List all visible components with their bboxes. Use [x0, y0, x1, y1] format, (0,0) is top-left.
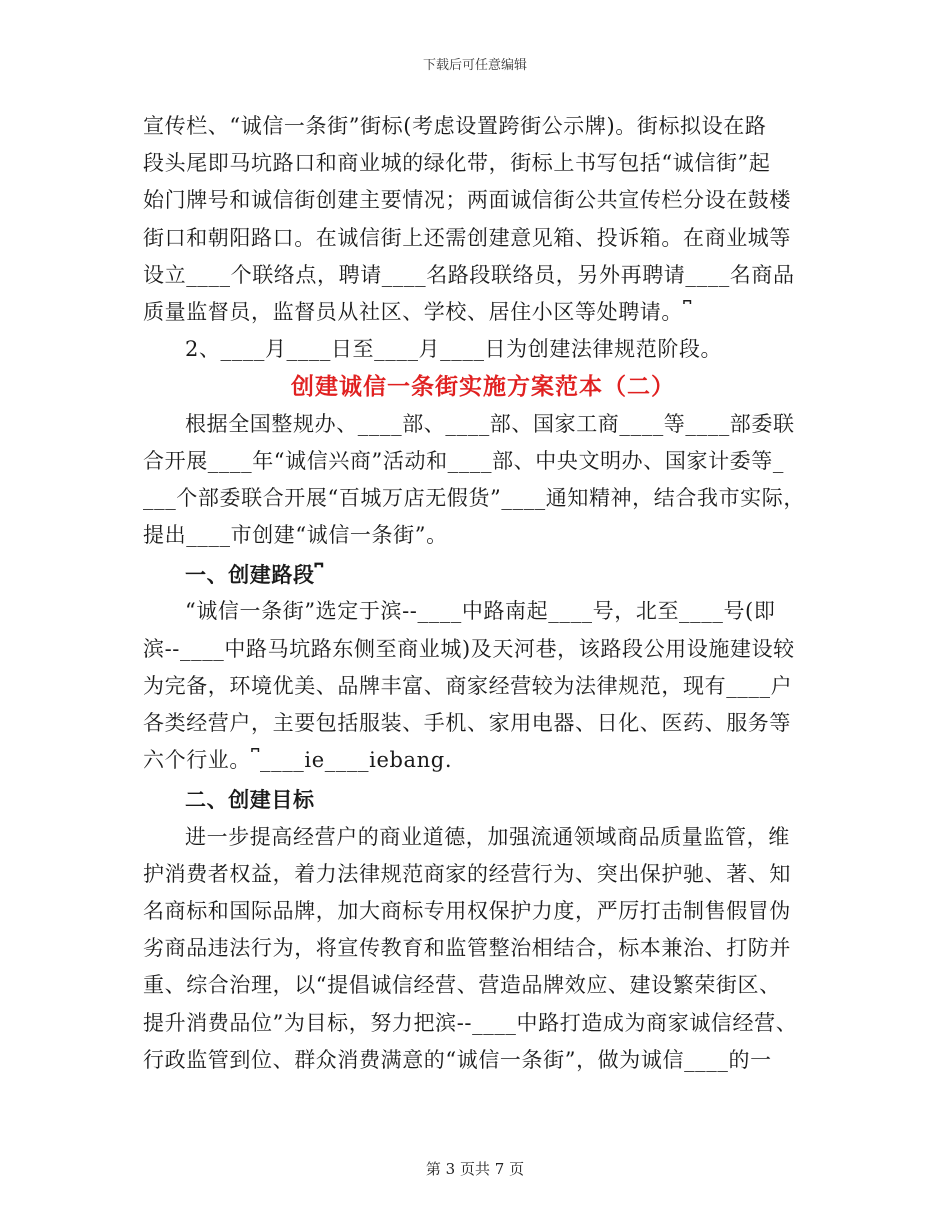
text-line: 进一步提高经营户的商业道德，加强流通领域商品质量监管，维: [185, 824, 790, 849]
text-line: 名商标和国际品牌，加大商标专用权保护力度，严厉打击制售假冒伪: [143, 898, 791, 923]
text-line: 质量监督员，监督员从社区、学校、居住小区等处聘请。⎴: [143, 299, 692, 324]
page-number: 第 3 页共 7 页: [425, 1160, 525, 1178]
text-line: 提出____市创建“诚信一条街”。: [143, 523, 448, 548]
text-line: 各类经营户，主要包括服装、手机、家用电器、日化、医药、服务等: [143, 711, 791, 735]
text-line: 重、综合治理，以“提倡诚信经营、营造品牌效应、建设繁荣街区、: [143, 973, 781, 998]
paragraph-goals: [143, 819, 823, 1079]
text-line: 滨--____中路马坑路东侧至商业城)及天河巷，该路段公用设施建设较: [143, 636, 795, 661]
text-line: 宣传栏、“诚信一条街”街标(考虑设置跨街公示牌)。街标拟设在路: [143, 114, 767, 138]
heading-goals: 二、创建目标: [185, 787, 315, 813]
paragraph-street-signs: [143, 108, 823, 331]
text-line: 劣商品违法行为，将宣传教育和监管整治相结合，标本兼治、打防并: [143, 936, 791, 961]
text-line: 2、____月____日至____月____日为创建法律规范阶段。: [185, 337, 723, 362]
header-note: 下载后可任意编辑: [422, 58, 527, 73]
text-line: 始门牌号和诚信街创建主要情况；两面诚信街公共宣传栏分设在鼓楼: [143, 188, 791, 213]
heading-route-section: 一、创建路段⎴: [185, 562, 324, 588]
text-line: 设立____个联络点，聘请____名路段联络员，另外再聘请____名商品: [143, 262, 795, 287]
text-line: 护消费者权益，着力法律规范商家的经营行为、突出保护驰、著、知: [143, 861, 791, 886]
text-line: 为完备，环境优美、品牌丰富、商家经营较为法律规范，现有____户: [143, 673, 793, 698]
document-body: [143, 108, 823, 1079]
text-line: ___个部委联合开展“百城万店无假货”____通知精神，结合我市实际，: [143, 485, 805, 510]
text-line: 根据全国整规办、____部、____部、国家工商____等____部委联: [185, 411, 795, 436]
text-line: 合开展____年“诚信兴商”活动和____部、中央文明办、国家计委等_: [143, 448, 784, 473]
paragraph-route: [143, 593, 823, 779]
text-line: “诚信一条街”选定于滨--____中路南起____号，北至____号(即: [185, 599, 776, 624]
text-line: 提升消费品位”为目标，努力把滨--____中路打造成为商家诚信经营、: [143, 1010, 798, 1035]
text-line: 段头尾即马坑路口和商业城的绿化带，街标上书写包括“诚信街”起: [143, 151, 771, 176]
section-title: 创建诚信一条街实施方案范本（二）: [291, 373, 675, 401]
text-line: 街口和朝阳路口。在诚信街上还需创建意见箱、投诉箱。在商业城等: [143, 225, 791, 250]
text-line: 六个行业。⎴____ie____iebang.: [143, 748, 453, 773]
paragraph-stage-2: [143, 331, 823, 368]
text-line: 行政监管到位、群众消费满意的“诚信一条街”，做为诚信____的一: [143, 1047, 772, 1072]
paragraph-background: [143, 406, 823, 555]
